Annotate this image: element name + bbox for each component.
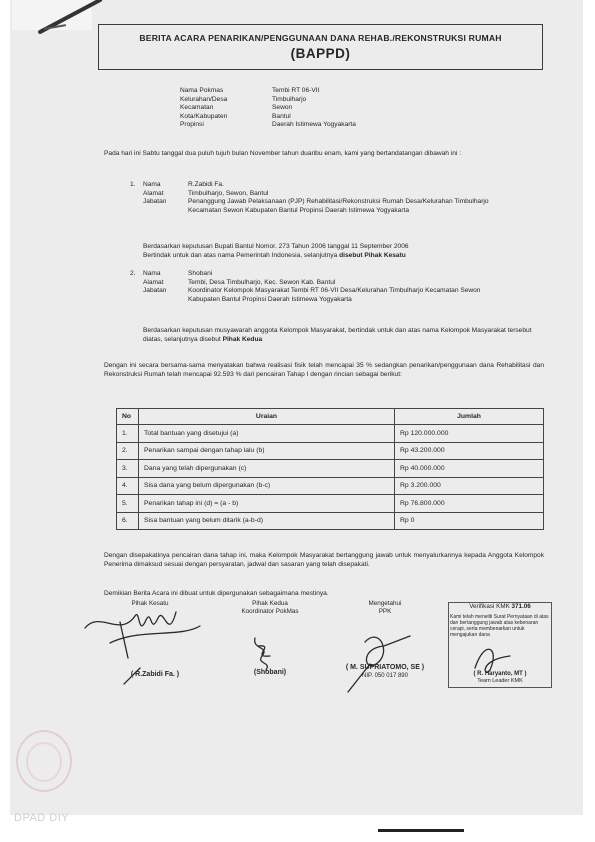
party-value: Shobani — [188, 270, 213, 277]
signature-scribble — [120, 622, 140, 684]
party-label: Nama — [143, 181, 161, 188]
signature-scribble — [348, 636, 410, 692]
cell-no: 6. — [117, 512, 139, 530]
identity-row — [180, 96, 356, 105]
signature-nip: NIP. 050 017 890 — [362, 673, 408, 679]
agreement-paragraph: Dengan disepakatinya pencairan dana tahap ini, maka Kelompok Masyarakat bertanggung jawab untuk menyalurkannya kepada Anggota Kelompok Penerima dimaksud sesuai dengan persyaratan, jadwal dan sasaran yang telah disepakati. — [104, 552, 544, 568]
cell-jumlah: Rp 0 — [395, 512, 544, 530]
signature-role: Mengetahui — [368, 600, 402, 607]
signature-role: Pihak Kesatu — [131, 600, 169, 607]
verification-header: Verifikasi KMK 371.06 — [469, 603, 531, 610]
identity-label: Kelurahan/Desa — [180, 95, 228, 103]
party-number: 2. — [130, 270, 136, 277]
identity-row — [180, 87, 356, 96]
intro-paragraph: Pada hari ini Sabtu tanggal dua puluh tujuh bulan November tahun duaribu enam, kami yang bertandatangan dibawah ini : — [104, 150, 462, 157]
cell-no: 2. — [117, 442, 139, 460]
handwritten-signatures — [80, 598, 550, 694]
signature-role: Pihak Kedua — [252, 600, 288, 607]
party-2-basis: Berdasarkan keputusan musyawarah anggota Kelompok Masyarakat, bertindak untuk dan atas nama Kelompok Masyarakat tersebut diatas, selanjutnya disebut Pihak Kedua — [143, 327, 532, 343]
party-2-block — [130, 270, 508, 304]
party-row — [130, 270, 508, 279]
party-value: Penanggung Jawab Pelaksanaan (PJP) Rehabilitasi/Rekonstruksi Rumah Desa/Kelurahan Timbulharjo Kecamatan Sewon Kabupaten Bantul Propinsi Daerah Istimewa Yogyakarta — [188, 198, 489, 214]
signature-name: ( M. SUPRIATOMO, SE ) — [345, 664, 425, 671]
party-1-basis — [143, 243, 543, 260]
signature-role-detail: Team Leader KMK — [477, 678, 523, 684]
statement-paragraph: Dengan ini secara bersama-sama menyatakan bahwa realisasi fisik telah mencapai 35 % sedangkan penarikan/penggunaan dana Rehabilitasi dan Rekonstruksi Rumah telah mencapai 92.593 % dari pencairan Tahap I dengan rincian sebagai berikut: — [104, 362, 544, 378]
document-acronym: (BAPPD) — [290, 46, 351, 61]
party-1-decree: Berdasarkan keputusan Bupati Bantul Nomor. 273 Tahun 2006 tanggal 11 September 2006 — [143, 243, 409, 250]
identity-label: Nama Pokmas — [180, 87, 224, 94]
identity-row — [180, 113, 356, 122]
seal-inner-ring — [26, 742, 62, 782]
signature-name: (Shobani) — [253, 669, 287, 676]
closing-paragraph: Demikian Berita Acara ini dibuat untuk dipergunakan sebagaimana mestinya. — [104, 590, 329, 597]
signature-scribble — [255, 638, 270, 670]
cell-jumlah: Rp 43.200.000 — [395, 442, 544, 460]
party-row — [130, 181, 508, 190]
table-row — [117, 512, 544, 530]
signature-block — [80, 598, 550, 694]
table-row — [117, 477, 544, 495]
cell-uraian: Sisa dana yang belum dipergunakan (b-c) — [139, 477, 395, 495]
document-title: BERITA ACARA PENARIKAN/PENGGUNAAN DANA REHAB./REKONSTRUKSI RUMAH — [139, 33, 502, 43]
table-row — [117, 442, 544, 460]
party-value: Koordinator Kelompok Masyarakat Tembi RT 06-VII Desa/Kelurahan Timbulharjo Kecamatan Sewon Kabupaten Bantul Propinsi Daerah Istimewa Yogyakarta — [188, 287, 481, 303]
party-label: Alamat — [143, 189, 164, 197]
party-2-designation: Pihak Kedua — [222, 335, 263, 343]
cell-jumlah: Rp 40.000.000 — [395, 460, 544, 478]
identity-value: Timbulharjo — [272, 95, 307, 103]
party-label: Jabatan — [143, 198, 167, 205]
party-value: Timbulharjo, Sewon, Bantul — [188, 189, 269, 197]
party-1-designation: disebut Pihak Kesatu — [339, 251, 406, 259]
party-label: Alamat — [143, 278, 164, 286]
signature-role-detail: Koordinator PokMas — [241, 607, 299, 615]
cell-jumlah: Rp 76.800.000 — [395, 495, 544, 513]
identity-row — [180, 104, 356, 113]
cell-jumlah: Rp 3.200.000 — [395, 477, 544, 495]
header-jumlah: Jumlah — [395, 409, 544, 425]
signature-role-detail: PPK — [378, 607, 392, 615]
party-number: 1. — [130, 181, 136, 188]
cell-uraian: Sisa bantuan yang belum ditarik (a-b-d) — [139, 512, 395, 530]
table-row — [117, 460, 544, 478]
identity-block — [180, 87, 356, 130]
identity-value: Sewon — [272, 104, 293, 111]
party-value: R.Zabidi Fa. — [188, 181, 224, 188]
party-row — [130, 287, 508, 304]
title-box — [98, 24, 543, 70]
table-row — [117, 425, 544, 443]
archive-watermark: DPAD DIY — [14, 812, 70, 824]
cell-jumlah: Rp 120.000.000 — [395, 425, 544, 443]
cell-no: 1. — [117, 425, 139, 443]
party-1-acting: Bertindak untuk dan atas nama Pemerintah Indonesia, selanjutnya disebut Pihak Kesatu — [143, 251, 406, 259]
identity-row — [180, 121, 356, 130]
verification-tag: 371.06 — [511, 603, 531, 610]
identity-value: Bantul — [272, 112, 291, 120]
party-row — [130, 198, 508, 215]
identity-label: Propinsi — [180, 121, 204, 128]
signature-scribble — [85, 612, 200, 643]
table-header-row — [117, 409, 544, 425]
faded-seal-stamp — [16, 730, 72, 792]
party-row — [130, 279, 508, 288]
identity-label: Kecamatan — [180, 104, 214, 111]
party-value: Tembi, Desa Timbulharjo, Kec. Sewon Kab. Bantul — [188, 278, 336, 286]
identity-value: Daerah Istimewa Yogyakarta — [272, 121, 356, 128]
cell-no: 3. — [117, 460, 139, 478]
signature-name: ( R.Zabidi Fa. ) — [130, 671, 180, 678]
party-row — [130, 190, 508, 199]
signature-name: ( R. Haryanto, MT ) — [473, 671, 527, 677]
header-uraian: Uraian — [139, 409, 395, 425]
cell-uraian: Penarikan tahap ini (d) = (a - b) — [139, 495, 395, 513]
header-no: No — [117, 409, 139, 425]
party-1-block — [130, 181, 508, 215]
bottom-mark — [378, 829, 464, 832]
identity-value: Tembi RT 06-VII — [272, 87, 320, 94]
cell-uraian: Dana yang telah dipergunakan (c) — [139, 460, 395, 478]
details-table — [116, 408, 544, 530]
signature-scribble — [475, 649, 510, 672]
cell-uraian: Penarikan sampai dengan tahap lalu (b) — [139, 442, 395, 460]
party-label: Jabatan — [143, 287, 167, 294]
identity-label: Kota/Kabupaten — [180, 112, 228, 120]
table-row — [117, 495, 544, 513]
verification-text: Kami telah meneliti Surat Pernyataan di atas dan bertanggung jawab atas kebenaran cerapi, serta membenarkan untuk mengajukan dana — [450, 613, 549, 638]
party-label: Nama — [143, 270, 161, 277]
cell-uraian: Total bantuan yang disetujui (a) — [139, 425, 395, 443]
cell-no: 5. — [117, 495, 139, 513]
cell-no: 4. — [117, 477, 139, 495]
